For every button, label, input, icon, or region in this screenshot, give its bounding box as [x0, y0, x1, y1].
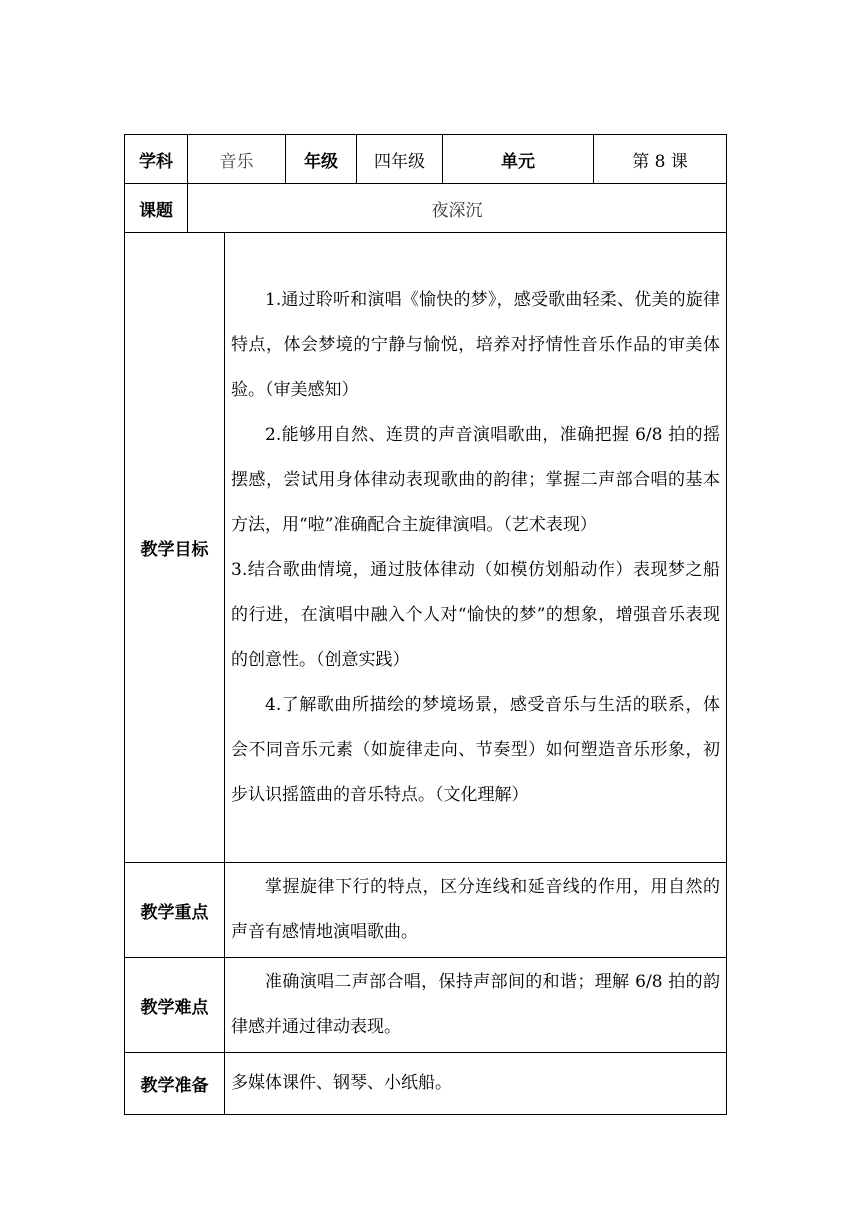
lesson-plan-page: [124, 134, 726, 1115]
objective-item-3: 3.结合歌曲情境，通过肢体律动（如模仿划船动作）表现梦之船的行进，在演唱中融入个人对“愉快的梦”的想象，增强音乐表现的创意性。（创意实践）: [231, 559, 720, 670]
difficulties-text: 准确演唱二声部合唱，保持声部间的和谐；理解 6/8 拍的韵律感并通过律动表现。: [231, 972, 720, 1037]
key-points-text: 掌握旋律下行的特点，区分连线和延音线的作用，用自然的声音有感情地演唱歌曲。: [231, 877, 720, 942]
preparation-label: 教学准备: [125, 1053, 225, 1115]
objective-item-2: 2.能够用自然、连贯的声音演唱歌曲，准确把握 6/8 拍的摇摆感，尝试用身体律动表现歌曲的韵律；掌握二声部合唱的基本方法，用“啦”准确配合主旋律演唱。（艺术表现）: [231, 424, 720, 535]
objectives-row: [125, 233, 727, 863]
preparation-row: [125, 1053, 727, 1115]
objective-item-1: 1.通过聆听和演唱《愉快的梦》，感受歌曲轻柔、优美的旋律特点，体会梦境的宁静与愉悦，培养对抒情性音乐作品的审美体验。（审美感知）: [231, 289, 720, 400]
grade-label: 年级: [286, 135, 357, 184]
lesson-plan-table: [124, 134, 727, 1115]
subject-label: 学科: [125, 135, 188, 184]
key-points-label: 教学重点: [125, 863, 225, 958]
objectives-content: [225, 233, 727, 863]
objective-item-4: 4.了解歌曲所描绘的梦境场景，感受音乐与生活的联系，体会不同音乐元素（如旋律走向、节奏型）如何塑造音乐形象，初步认识摇篮曲的音乐特点。（文化理解）: [231, 694, 720, 805]
header-row: [125, 135, 727, 184]
grade-value: 四年级: [357, 135, 443, 184]
unit-label: 单元: [443, 135, 594, 184]
preparation-content: [225, 1053, 727, 1115]
key-points-row: [125, 863, 727, 958]
difficulties-content: [225, 958, 727, 1053]
key-points-content: [225, 863, 727, 958]
topic-value: 夜深沉: [188, 184, 727, 233]
difficulties-row: [125, 958, 727, 1053]
unit-value: 第 8 课: [594, 135, 727, 184]
objectives-label: 教学目标: [125, 233, 225, 863]
topic-label: 课题: [125, 184, 188, 233]
subject-value: 音乐: [188, 135, 286, 184]
topic-row: [125, 184, 727, 233]
difficulties-label: 教学难点: [125, 958, 225, 1053]
preparation-text: 多媒体课件、钢琴、小纸船。: [231, 1073, 452, 1093]
